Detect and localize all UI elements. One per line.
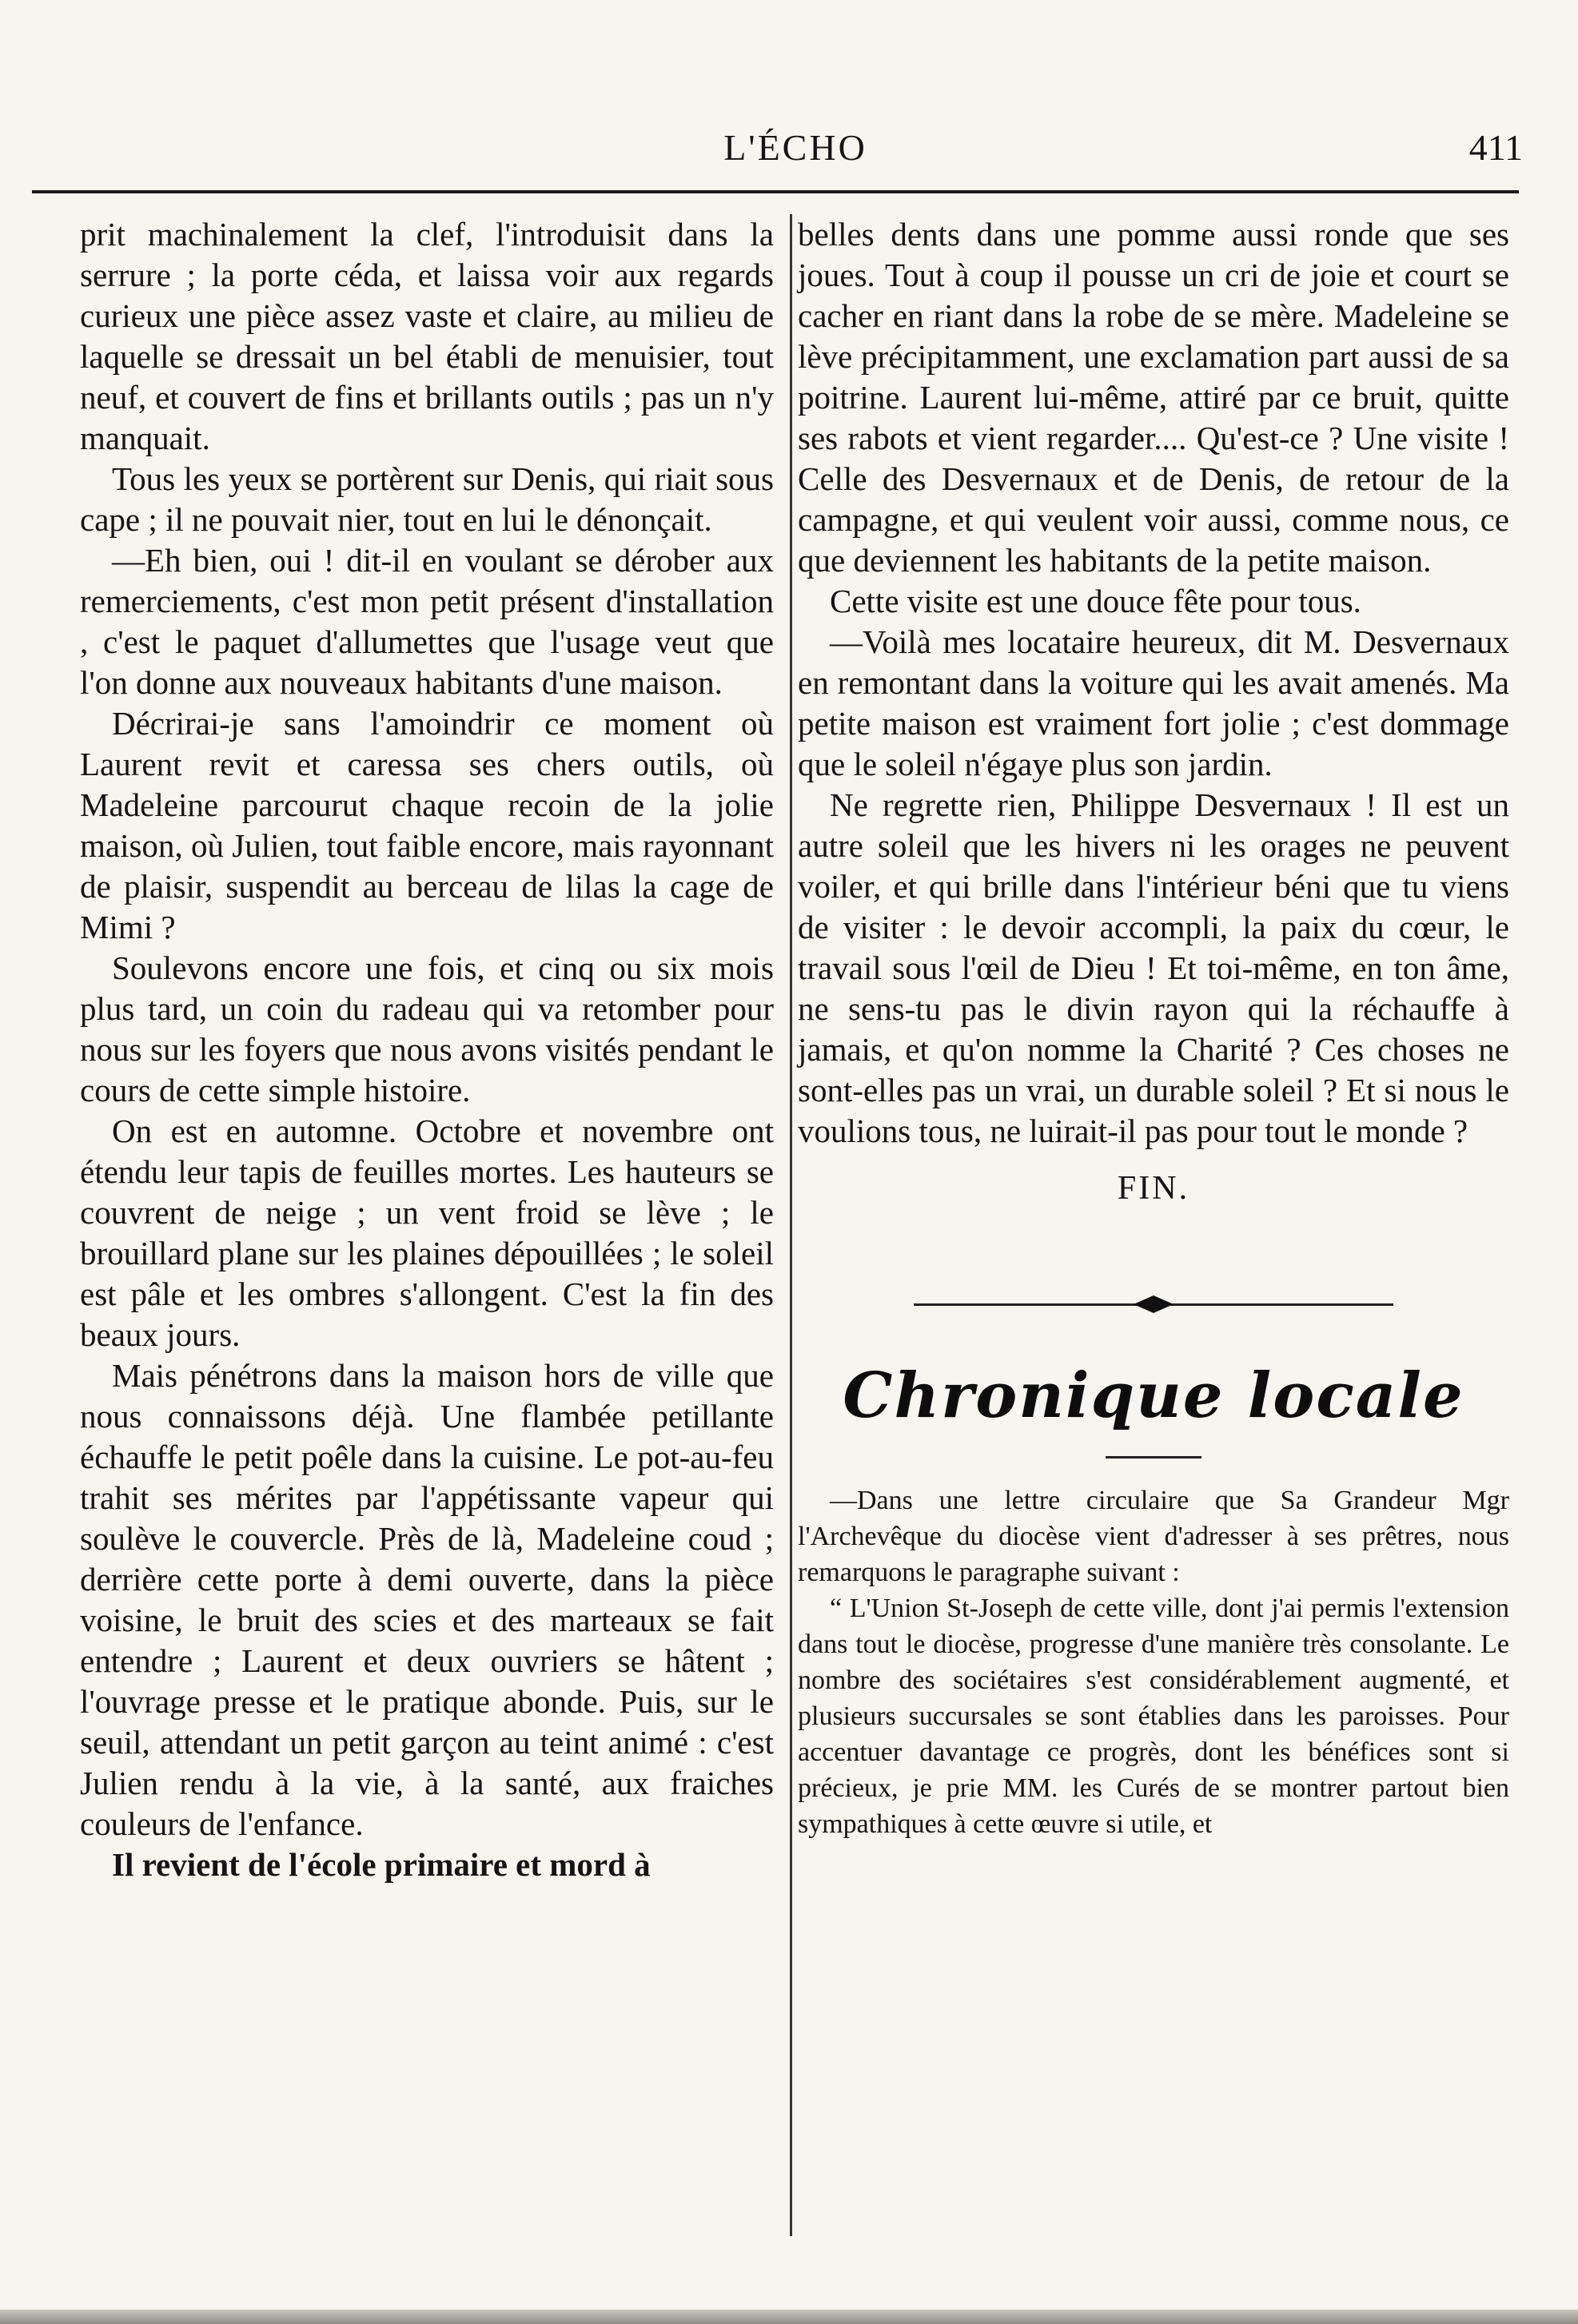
left-column (80, 214, 774, 1885)
right-paragraph-1: belles dents dans une pomme aussi ronde que ses joues. Tout à coup il pousse un cri de joie et court se cacher en riant dans la robe de se mère. Madeleine se lève précipitamment, une exclamation part aussi de sa poitrine. Laurent lui-même, attiré par ce bruit, quitte ses rabots et vient regarder.... Qu'est-ce ? Une visite ! Celle des Desvernaux et de Denis, de retour de la campagne, et qui veulent voir aussi, comme nous, ce que deviennent les habitants de la petite maison. (798, 216, 1509, 579)
running-head (72, 112, 1523, 184)
fin-label: FIN. (1117, 1170, 1190, 1207)
news-paragraph-2: “ L'Union St-Joseph de cette ville, dont j'ai permis l'extension dans tout le diocèse, progresse d'une manière très consolante. Le nombre des sociétaires s'est considérablement augmenté, et plusieurs succursales se sont établies dans les paroisses. Pour accentuer davantage ce progrès, dont les bénéfices sont si précieux, je prie MM. les Curés de se montrer partout bien sympathiques à cette œuvre si utile, et (798, 1594, 1509, 1839)
right-paragraph-3: —Voilà mes locataire heureux, dit M. Desvernaux en remontant dans la voiture qui les avait amenés. Ma petite maison est vraiment fort jolie ; c'est dommage que le soleil n'égaye plus son jardin. (798, 623, 1509, 782)
right-column (798, 214, 1509, 1842)
left-paragraph-8: Il revient de l'école primaire et mord à (112, 1846, 651, 1883)
left-paragraph-6: On est en automne. Octobre et novembre ont étendu leur tapis de feuilles mortes. Les hauteurs se couvrent de neige ; un vent froid se lève ; le brouillard plane sur les plaines dépouillées ; le soleil est pâle et les ombres s'allongent. C'est la fin des beaux jours. (80, 1112, 774, 1353)
left-paragraph-4: Décrirai-je sans l'amoindrir ce moment où Laurent revit et caressa ses chers outils, où Madeleine parcourut chaque recoin de la jolie maison, où Julien, tout faible encore, mais rayonnant de plaisir, suspendit au berceau de lilas la cage de Mimi ? (80, 705, 774, 945)
section-title: Chronique locale (843, 1359, 1464, 1432)
left-paragraph-2: Tous les yeux se portèrent sur Denis, qui riait sous cape ; il ne pouvait nier, tout en lui le dénonçait. (80, 460, 774, 538)
column-divider (790, 214, 792, 2236)
page-number: 411 (1468, 127, 1523, 168)
news-paragraph-1: —Dans une lettre circulaire que Sa Grandeur Mgr l'Archevêque du diocèse vient d'adresser à ses prêtres, nous remarquons le paragraphe suivant : (798, 1486, 1509, 1587)
right-paragraph-4: Ne regrette rien, Philippe Desvernaux ! Il est un autre soleil que les hivers ni les orages ne peuvent voiler, et qui brille dans l'intérieur béni que tu viens de visiter : le devoir accompli, la paix du cœur, le travail sous l'œil de Dieu ! Et toi-même, en ton âme, ne sens-tu pas le divin rayon qui la réchauffe à jamais, et qu'on nomme la Charité ? Ces choses ne sont-elles pas un vrai, un durable soleil ? Et si nous le voulions tous, ne luirait-il pas pour tout le monde ? (798, 786, 1509, 1149)
left-paragraph-3: —Eh bien, oui ! dit-il en voulant se dérober aux remerciements, c'est mon petit présent d'installation , c'est le paquet d'allumettes que l'usage veut que l'on donne aux nouveaux habitants d'une maison. (80, 542, 774, 701)
header-rule (32, 190, 1519, 193)
scan-edge-shadow (0, 2310, 1578, 2324)
left-paragraph-5: Soulevons encore une fois, et cinq ou six mois plus tard, un coin du radeau qui va retomber pour nous sur les foyers que nous avons visités pendant le cours de cette simple histoire. (80, 949, 774, 1108)
ornamental-divider (914, 1295, 1393, 1313)
journal-title: L'ÉCHO (723, 127, 867, 168)
ornament-diamond-icon (1134, 1295, 1174, 1313)
right-paragraph-2: Cette visite est une douce fête pour tous. (830, 583, 1361, 619)
section-rule (1106, 1456, 1201, 1458)
left-paragraph-7: Mais pénétrons dans la maison hors de ville que nous connaissons déjà. Une flambée petillante échauffe le petit poêle dans la cuisine. Le pot-au-feu trahit ses mérites par l'appétissante vapeur qui soulève le couvercle. Près de là, Madeleine coud ; derrière cette porte à demi ouverte, dans la pièce voisine, le bruit des scies et des marteaux se fait entendre ; Laurent et deux ouvriers se hâtent ; l'ouvrage presse et le pratique abonde. Puis, sur le seuil, attendant un petit garçon au teint animé : c'est Julien rendu à la vie, à la santé, aux fraiches couleurs de l'enfance. (80, 1357, 774, 1842)
left-paragraph-1: prit machinalement la clef, l'introduisit dans la serrure ; la porte céda, et laissa voir aux regards curieux une pièce assez vaste et claire, au milieu de laquelle se dressait un bel établi de menuisier, tout neuf, et couvert de fins et brillants outils ; pas un n'y manquait. (80, 216, 774, 456)
local-news (798, 1482, 1509, 1842)
